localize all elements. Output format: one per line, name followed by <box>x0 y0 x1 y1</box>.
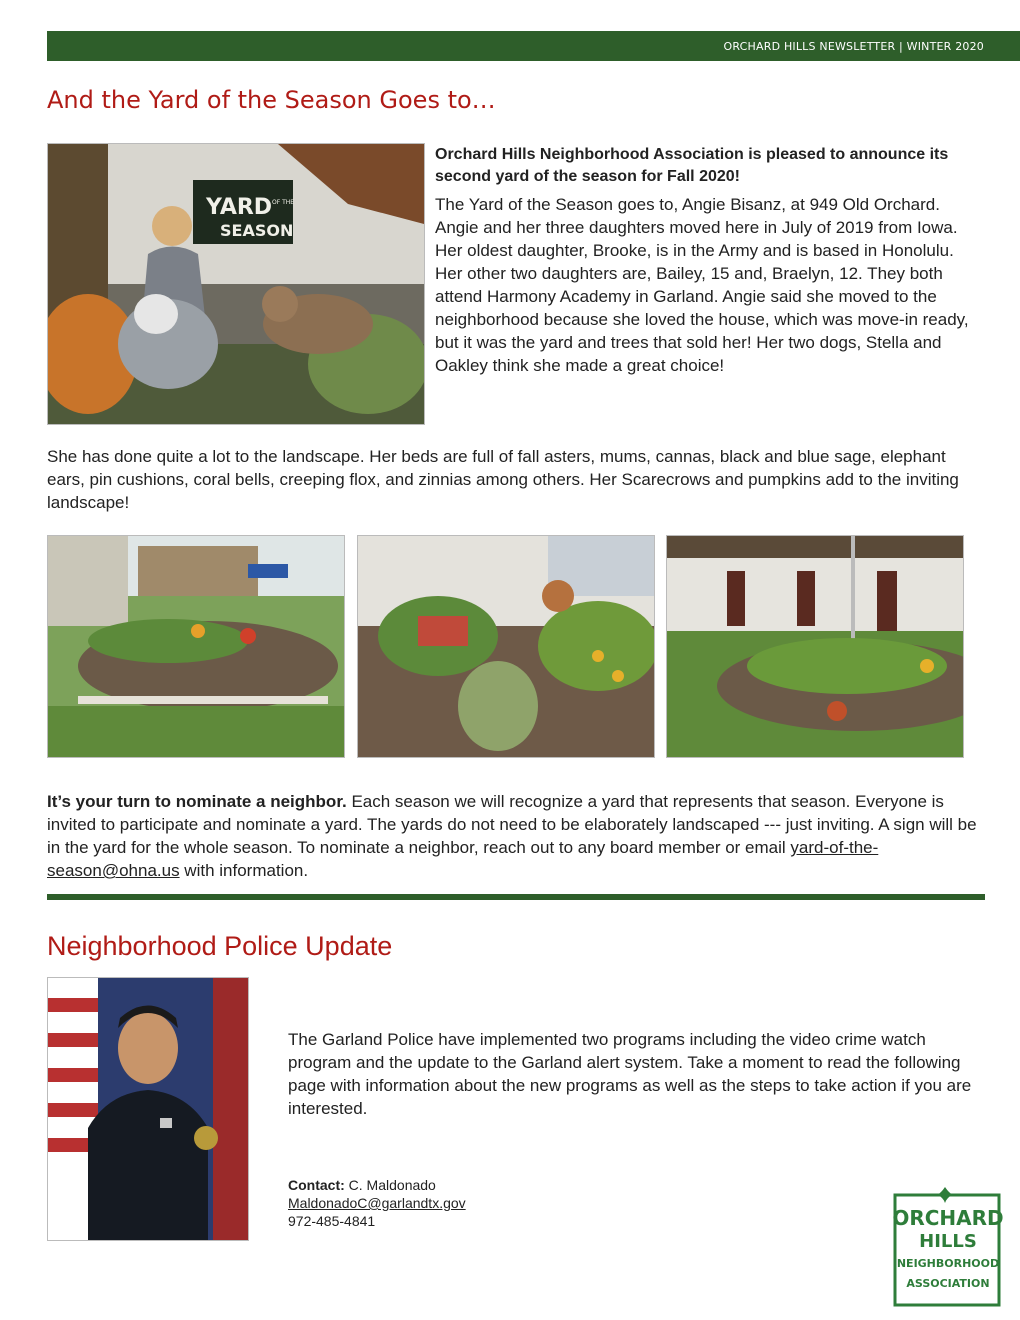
landscape-paragraph: She has done quite a lot to the landscape. Her beds are full of fall asters, mums, cannas, black and blue sage, elephant ears, pin cushions, coral bells, creeping flox, and zinnias among others. Her Scarecrows and pumpkins add to the inviting landscape! <box>47 447 959 512</box>
contact-line <box>288 1176 466 1194</box>
contact-phone: 972-485-4841 <box>288 1213 376 1229</box>
yard-photo-2 <box>357 535 655 758</box>
yard-section-title: And the Yard of the Season Goes to… <box>47 86 496 114</box>
nominate-text: Each season we will recognize a yard that represents that season. Everyone is invited to participate and nominate a yard. The yards do not need to be elaborately landscaped --- just inviting. A sign will be in the yard for the whole season. To nominate a neighbor, reach out to any board member or email <box>47 792 977 857</box>
contact-name: C. Maldonado <box>344 1177 436 1193</box>
yard-photo-3 <box>666 535 964 758</box>
officer-photo <box>47 977 249 1241</box>
logo-word-orchard: ORCHARD <box>893 1206 1003 1230</box>
yard-photo-1 <box>47 535 345 758</box>
police-contact <box>288 1176 466 1230</box>
logo-word-neighborhood: NEIGHBORHOOD <box>896 1257 1000 1270</box>
sign-word-yard: YARD <box>206 195 273 220</box>
yard-intro <box>435 144 970 377</box>
nominate-email-link[interactable]: yard-of-the-season@ohna.us <box>47 838 879 880</box>
nominate-paragraph <box>47 790 977 882</box>
yard-winner-photo <box>47 143 425 425</box>
newsletter-header-bar <box>47 31 1020 61</box>
yard-lead: Orchard Hills Neighborhood Association is pleased to announce its second yard of the season for Fall 2020! <box>435 146 949 185</box>
section-divider <box>47 894 985 900</box>
newsletter-title: ORCHARD HILLS NEWSLETTER | WINTER 2020 <box>723 40 984 53</box>
logo-word-association: ASSOCIATION <box>906 1277 990 1290</box>
yard-body: The Yard of the Season goes to, Angie Bisanz, at 949 Old Orchard. Angie and her three daughters moved here in July of 2019 from Iowa. Her oldest daughter, Brooke, is in the Army and is based in Honolulu. Her other two daughters are, Bailey, 15 and, Braelyn, 12. They both attend Harmony Academy in Garland. Angie said she moved to the neighborhood because she loved the house, which was move-in ready, but it was the yard and trees that sold her! Her two dogs, Stella and Oakley think she made a great choice! <box>435 195 969 375</box>
nominate-text-end: with information. <box>179 861 309 880</box>
contact-label: Contact: <box>288 1177 345 1193</box>
association-logo <box>893 1187 1003 1307</box>
contact-email-link[interactable]: MaldonadoC@garlandtx.gov <box>288 1195 466 1211</box>
logo-word-hills: HILLS <box>919 1231 977 1252</box>
sign-word-of-the: OF THE <box>272 199 295 206</box>
sign-word-season: SEASON <box>220 221 294 240</box>
nominate-lead: It’s your turn to nominate a neighbor. <box>47 792 347 811</box>
police-section-title: Neighborhood Police Update <box>47 931 393 961</box>
police-paragraph: The Garland Police have implemented two programs including the video crime watch program and the update to the Garland alert system. Take a moment to read the following page with information about the new programs as well as the steps to take action if you are interested. <box>288 1030 972 1118</box>
